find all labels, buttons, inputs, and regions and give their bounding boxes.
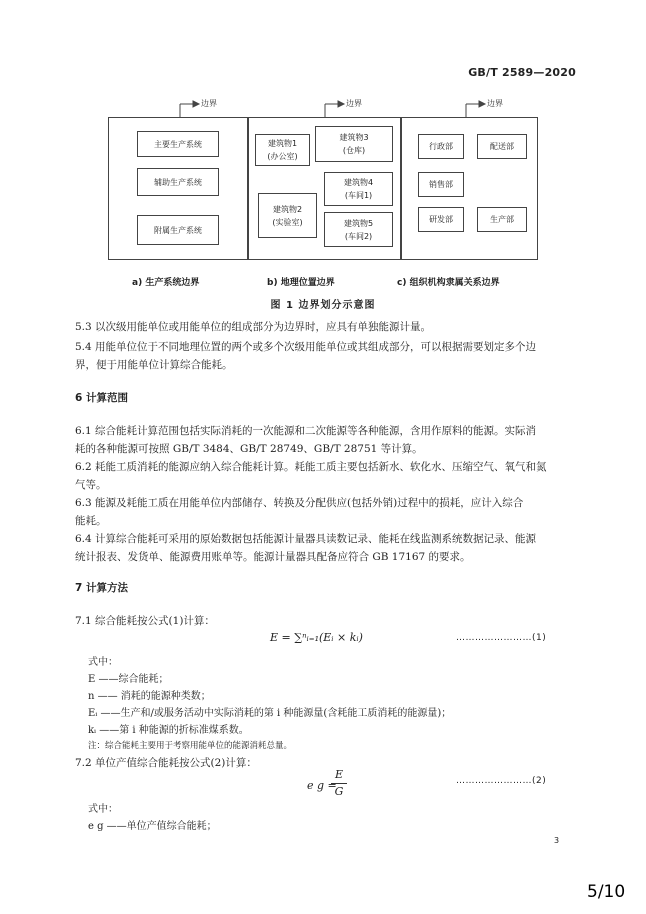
clause-7-2: 7.2 单位产值综合能耗按公式(2)计算： (75, 757, 257, 769)
formula-1-number: ……………………(1) (456, 633, 547, 643)
section-6-heading: 6 计算范围 (75, 392, 128, 404)
note: 注：综合能耗主要用于考察用能单位的能源消耗总量。 (88, 741, 293, 751)
box-admin-dept: 行政部 (418, 134, 464, 159)
section-7-heading: 7 计算方法 (75, 582, 128, 594)
clause-5-4-line2: 界，便于用能单位计算综合能耗。 (75, 359, 233, 371)
building-1-use: (办公室) (267, 152, 298, 161)
clause-6-4-line2: 统计报表、发货单、能源费用账单等。能源计量器具配备应符合 GB 17167 的要求。 (75, 551, 471, 563)
box-building-2 (258, 193, 317, 238)
clause-6-2-line2: 气等。 (75, 479, 107, 491)
formula-2-lhs: e g = (307, 779, 337, 792)
clause-6-2-line1: 6.2 耗能工质消耗的能源应纳入综合能耗计算。耗能工质主要包括新水、软化水、压缩空气、氧气和氮 (75, 461, 547, 473)
building-3-use: (仓库) (342, 146, 366, 155)
boundary-label-c: 边界 (487, 99, 503, 108)
box-building-3 (315, 126, 393, 162)
clause-5-4-line1: 5.4 用能单位位于不同地理位置的两个或多个次级用能单位或其组成部分，可以根据需要划定多个边 (75, 341, 537, 353)
formula-2-denominator: G (334, 785, 344, 798)
building-2-use: (实验室) (272, 217, 303, 227)
box-auxiliary-production: 辅助生产系统 (137, 168, 219, 196)
box-sales-dept: 销售部 (418, 172, 464, 197)
figure-title: 图 1 边界划分示意图 (270, 300, 376, 311)
clause-6-1-line2: 耗的各种能源可按照 GB/T 3484、GB/T 28749、GB/T 28751 等计算。 (75, 443, 423, 455)
where-label-1: 式中： (88, 657, 118, 668)
formula-1: E = ∑ⁿᵢ₌₁(Eᵢ × kᵢ) (270, 631, 363, 644)
box-building-5 (324, 212, 393, 247)
caption-c: c) 组织机构隶属关系边界 (397, 278, 500, 288)
fraction-bar (331, 783, 347, 784)
building-3-name: 建筑物3 (339, 133, 369, 142)
building-4-use: (车间1) (344, 191, 373, 200)
box-ancillary-production: 附属生产系统 (137, 215, 219, 245)
definition-Ei: Eᵢ ——生产和/或服务活动中实际消耗的第 i 种能源量(含耗能工质消耗的能源量)； (88, 708, 452, 719)
building-4-name: 建筑物4 (343, 178, 374, 187)
box-main-production: 主要生产系统 (137, 131, 219, 157)
boundary-figure (0, 0, 646, 320)
caption-b: b) 地理位置边界 (267, 278, 335, 288)
boundary-label-a: 边界 (201, 99, 217, 108)
definition-ki: kᵢ ——第 i 种能源的折标准煤系数。 (88, 725, 249, 736)
box-production-dept: 生产部 (477, 207, 527, 232)
caption-a: a) 生产系统边界 (132, 278, 200, 288)
clause-7-1: 7.1 综合能耗按公式(1)计算： (75, 615, 215, 627)
box-building-1 (255, 134, 310, 166)
box-distribution-dept: 配送部 (477, 134, 527, 159)
clause-6-4-line1: 6.4 计算综合能耗可采用的原始数据包括能源计量器具读数记录、能耗在线监测系统数据记录、能源 (75, 533, 537, 545)
where-label-2: 式中： (88, 804, 118, 815)
standard-number: GB/T 2589—2020 (468, 66, 576, 79)
building-2-name: 建筑物2 (272, 204, 303, 214)
box-rd-dept: 研发部 (418, 207, 464, 232)
definition-E: E ——综合能耗； (88, 674, 169, 685)
box-building-4 (324, 172, 393, 206)
formula-2-numerator: E (334, 768, 344, 781)
clause-5-3: 5.3 以次级用能单位或用能单位的组成部分为边界时，应具有单独能源计量。 (75, 321, 432, 333)
building-5-name: 建筑物5 (343, 218, 374, 228)
boundary-label-b: 边界 (346, 99, 362, 108)
clause-6-1-line1: 6.1 综合能耗计算范围包括实际消耗的一次能源和二次能源等各种能源，含用作原料的能源。实际消 (75, 425, 537, 437)
definition-eg: e g ——单位产值综合能耗； (88, 821, 217, 832)
page-number: 3 (554, 836, 560, 845)
boundary-arrows (0, 0, 646, 120)
building-1-name: 建筑物1 (267, 139, 298, 148)
formula-2-number: ……………………(2) (456, 776, 547, 786)
building-5-use: (车间2) (344, 231, 373, 241)
definition-n: n —— 消耗的能源种类数； (88, 691, 211, 702)
page-counter: 5/10 (587, 882, 626, 902)
clause-6-3-line2: 能耗。 (75, 515, 107, 527)
clause-6-3-line1: 6.3 能源及耗能工质在用能单位内部储存、转换及分配供应(包括外销)过程中的损耗，应计入综合 (75, 497, 524, 509)
